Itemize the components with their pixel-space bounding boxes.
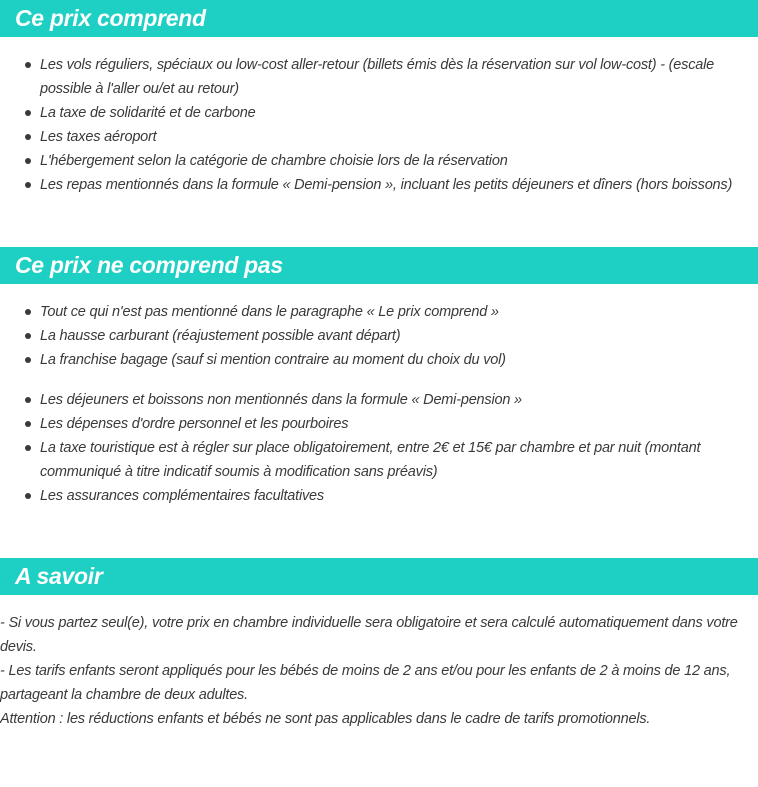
list-item: [0, 149, 758, 173]
list-item: [0, 484, 758, 508]
list-item-text: Les taxes aéroport: [40, 129, 157, 145]
list-item-text: Les déjeuners et boissons non mentionnés dans la formule « Demi-pension »: [40, 392, 522, 408]
list-item-text: Tout ce qui n'est pas mentionné dans le paragraphe « Le prix comprend »: [40, 304, 499, 320]
excluded-list-2: [0, 388, 758, 508]
bullet-icon: [25, 445, 31, 451]
bullet-icon: [25, 158, 31, 164]
bullet-icon: [25, 493, 31, 499]
note-line: - Les tarifs enfants seront appliqués pour les bébés de moins de 2 ans et/ou pour les enfants de 2 à moins de 12 ans, partageant la chambre de deux adultes.: [0, 663, 731, 703]
list-item-text: La hausse carburant (réajustement possible avant départ): [40, 328, 401, 344]
included-list: [0, 53, 758, 197]
list-item-text: La taxe de solidarité et de carbone: [40, 105, 256, 121]
list-item: [0, 173, 758, 197]
list-item-text: Les vols réguliers, spéciaux ou low-cost aller-retour (billets émis dès la réservation sur vol low-cost) - (escale possible à l'aller ou/et au retour): [40, 57, 715, 97]
section-price-excludes: [0, 247, 758, 508]
list-item-text: La franchise bagage (sauf si mention contraire au moment du choix du vol): [40, 352, 506, 368]
list-item-text: La taxe touristique est à régler sur place obligatoirement, entre 2€ et 15€ par chambre et par nuit (montant communiqué à titre indicatif soumis à modification sans préavis): [40, 440, 701, 480]
bullet-icon: [25, 62, 31, 68]
list-item-text: Les repas mentionnés dans la formule « Demi-pension », incluant les petits déjeuners et dîners (hors boissons): [40, 177, 733, 193]
section-title: Ce prix ne comprend pas: [15, 252, 283, 278]
list-item: [0, 388, 758, 412]
bullet-icon: [25, 333, 31, 339]
list-item-text: L'hébergement selon la catégorie de chambre choisie lors de la réservation: [40, 153, 508, 169]
list-item: [0, 300, 758, 324]
list-item: [0, 324, 758, 348]
list-item: [0, 436, 758, 484]
section-good-to-know: [0, 558, 758, 731]
section-header-good-to-know: [0, 558, 758, 595]
note-line: - Si vous partez seul(e), votre prix en chambre individuelle sera obligatoire et sera calculé automatiquement dans votre devis.: [0, 615, 738, 655]
bullet-icon: [25, 134, 31, 140]
list-item: [0, 125, 758, 149]
excluded-list-1: [0, 300, 758, 372]
bullet-icon: [25, 309, 31, 315]
section-price-includes: [0, 0, 758, 197]
notes-block: [0, 611, 758, 731]
list-item: [0, 53, 758, 101]
bullet-icon: [25, 397, 31, 403]
list-item: [0, 348, 758, 372]
bullet-icon: [25, 110, 31, 116]
bullet-icon: [25, 357, 31, 363]
list-item: [0, 412, 758, 436]
list-item-text: Les assurances complémentaires facultatives: [40, 488, 324, 504]
section-header-includes: [0, 0, 758, 37]
bullet-icon: [25, 182, 31, 188]
note-line: Attention : les réductions enfants et bébés ne sont pas applicables dans le cadre de tarifs promotionnels.: [0, 711, 651, 727]
list-item: [0, 101, 758, 125]
list-item-text: Les dépenses d'ordre personnel et les pourboires: [40, 416, 349, 432]
bullet-icon: [25, 421, 31, 427]
section-title: Ce prix comprend: [15, 5, 206, 31]
section-header-excludes: [0, 247, 758, 284]
section-title: A savoir: [15, 563, 103, 589]
